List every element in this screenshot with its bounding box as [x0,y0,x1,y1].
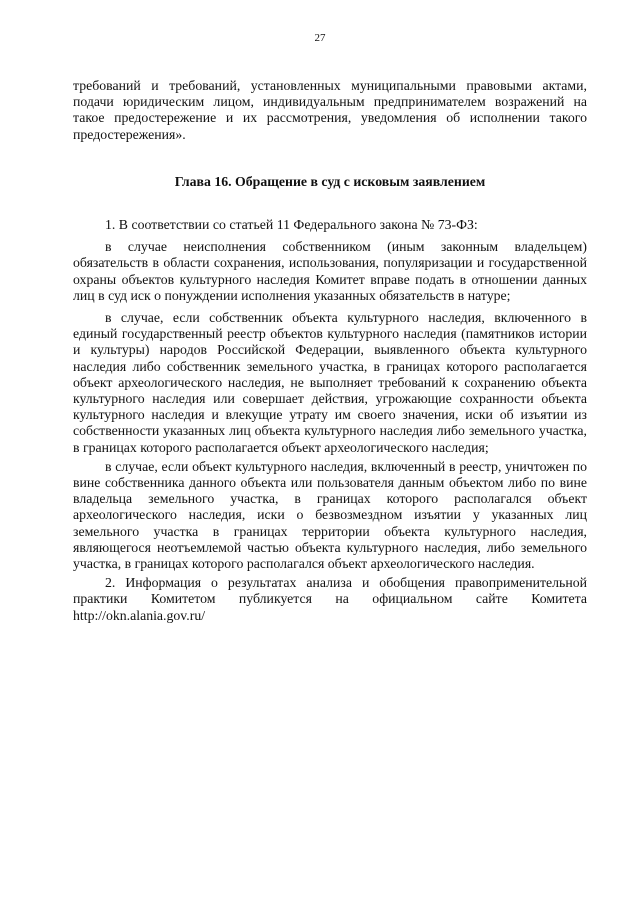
point-2-paragraph: 2. Информация о результатах анализа и обобщения правоприменительной практики Комитетом публикуется на официальном сайте Комитета http://okn.alania.gov.ru/ [73,575,587,623]
case-2-paragraph: в случае, если собственник объекта культурного наследия, включенного в единый государственный реестр объектов культурного наследия (памятников истории и культуры) народов Российской Федерации, выявленного объекта культурного наследия либо собственник земельного участка, в границах которого располагается объект археологического наследия, не выполняет требований к сохранению объекта культурного наследия или совершает действия, угрожающие сохранности объекта культурного наследия и влекущие утрату им своего значения, иски об изъятии из собственности указанных лиц объекта культурного наследия либо земельного участка, в границах которого располагается объект археологического наследия; [73,310,587,455]
case-3-paragraph: в случае, если объект культурного наследия, включенный в реестр, уничтожен по вине собственника данного объекта или пользователя данным объектом либо по вине владельца земельного участка, в границах которого располагался объект археологического наследия, иски о безвозмездном изъятии у указанных лиц земельного участка в границах территории объекта культурного наследия, являющегося неотъемлемой частью объекта культурного наследия, либо земельного участка, в границах которого располагался объект археологического наследия. [73,458,587,572]
page-number: 27 [314,32,326,44]
page-content [73,78,587,624]
intro-paragraph: требований и требований, установленных муниципальными правовыми актами, подачи юридическим лицом, индивидуальным предпринимателем возражений на такое предостережение и их рассмотрения, уведомления об исполнении такого предостережения». [73,78,587,142]
point-1-paragraph: 1. В соответствии со статьей 11 Федерального закона № 73-ФЗ: [105,217,478,233]
chapter-heading: Глава 16. Обращение в суд с исковым заявлением [174,173,486,189]
case-1-paragraph: в случае неисполнения собственником (иным законным владельцем) обязательств в области сохранения, использования, популяризации и государственной охраны объектов культурного наследия Комитет вправе подать в отношении данных лиц в суд иск о понуждении исполнения указанных обязательств в натуре; [73,239,587,303]
